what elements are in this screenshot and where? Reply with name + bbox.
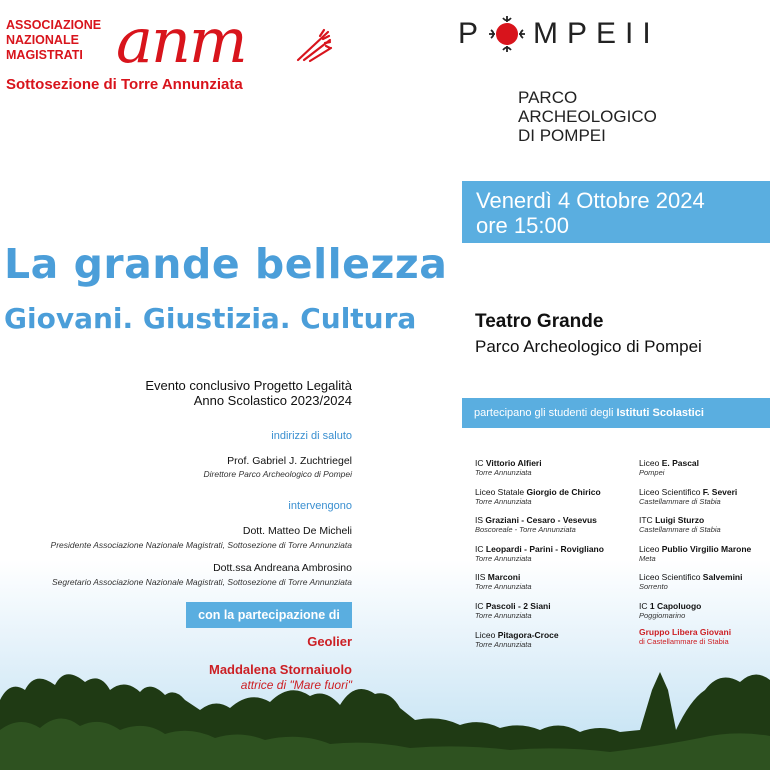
guest-geolier: Geolier xyxy=(307,634,352,649)
students-prefix: partecipano gli studenti degli xyxy=(474,407,617,419)
libera-name: Gruppo Libera Giovani xyxy=(639,627,732,637)
school-item xyxy=(475,572,532,591)
school-name xyxy=(475,630,559,640)
school-location: Meta xyxy=(639,553,656,563)
school-title: Pascoli - 2 Siani xyxy=(485,601,551,611)
pompeii-wordmark xyxy=(458,14,660,54)
school-type: IC xyxy=(475,601,486,611)
school-location: Torre Annunziata xyxy=(475,611,532,620)
school-type: Liceo Scientifico xyxy=(639,572,703,583)
school-location: Torre Annunziata xyxy=(475,639,532,649)
school-type: IIS xyxy=(475,572,488,583)
school-name xyxy=(475,487,601,497)
school-item xyxy=(475,544,604,563)
school-type: Liceo xyxy=(639,543,662,554)
anm-logo-word: anm xyxy=(116,4,246,77)
venue-name: Teatro Grande xyxy=(475,311,604,332)
school-name xyxy=(639,487,737,497)
venue-place: Parco Archeologico di Pompei xyxy=(475,337,702,356)
saluto-role: Direttore Parco Archeologico di Pompei xyxy=(203,469,352,479)
speaker-1-role: Presidente Associazione Nazionale Magistrati, Sottosezione di Torre Annunziata xyxy=(50,540,352,550)
school-item xyxy=(639,487,737,506)
anm-subsection: Sottosezione di Torre Annunziata xyxy=(6,76,243,93)
school-type: IC xyxy=(475,543,486,554)
school-location: Torre Annunziata xyxy=(475,582,532,592)
school-title: 1 Capoluogo xyxy=(649,601,702,611)
speaker-1-name: De Micheli xyxy=(302,525,352,537)
school-item xyxy=(475,487,601,506)
guest-stornaiuolo-role: attrice di "Mare fuori" xyxy=(240,678,352,692)
school-type: Liceo Statale xyxy=(475,486,527,497)
school-location: Torre Annunziata xyxy=(475,496,532,506)
school-location: Torre Annunziata xyxy=(475,553,532,563)
parco-archeologico-label xyxy=(518,88,657,145)
partecipazione-banner: con la partecipazione di xyxy=(186,602,352,628)
school-title: Giorgio de Chirico xyxy=(526,486,601,497)
school-title: Pitagora-Croce xyxy=(497,629,559,640)
school-title: E. Pascal xyxy=(661,458,700,468)
libera-location: di Castellammare di Stabia xyxy=(639,637,729,646)
school-title: Luigi Sturzo xyxy=(655,515,705,526)
school-type: Liceo xyxy=(639,458,662,468)
event-time: ore 15:00 xyxy=(476,213,569,238)
school-item xyxy=(475,458,542,477)
school-name xyxy=(475,572,532,582)
school-location: Pompei xyxy=(639,468,665,477)
school-location: Torre Annunziata xyxy=(475,468,532,477)
speaker-2 xyxy=(213,562,352,574)
evento-line-2: Anno Scolastico 2023/2024 xyxy=(193,393,352,408)
anm-line-2: NAZIONALE xyxy=(6,33,79,47)
school-location: Sorrento xyxy=(639,582,668,592)
saluto-label: indirizzi di saluto xyxy=(271,430,352,442)
school-item xyxy=(639,515,721,534)
school-name xyxy=(639,544,751,554)
school-name xyxy=(639,515,721,525)
speaker-1 xyxy=(243,525,352,537)
anm-line-3: MAGISTRATI xyxy=(6,48,83,62)
school-item xyxy=(475,601,551,620)
school-title: F. Severi xyxy=(702,486,738,497)
saluto-person: Prof. Gabriel J. Zuchtriegel xyxy=(227,455,352,467)
school-type: ITC xyxy=(639,515,656,526)
school-name xyxy=(639,572,742,582)
pompeii-letters-rest: MPEII xyxy=(533,17,660,50)
school-type: IC xyxy=(475,458,486,468)
parco-line-3: DI POMPEI xyxy=(518,126,606,145)
school-name xyxy=(475,544,604,554)
school-name xyxy=(639,601,701,611)
school-location: Boscoreale - Torre Annunziata xyxy=(475,525,576,535)
event-title: La grande bellezza xyxy=(4,240,448,288)
libera-giovani xyxy=(639,627,731,646)
school-type: IS xyxy=(475,515,486,526)
school-item xyxy=(475,515,597,534)
guest-stornaiuolo: Maddalena Stornaiuolo xyxy=(208,662,352,677)
speaker-1-prefix: Dott. Matteo xyxy=(242,525,303,537)
school-title: Vittorio Alfieri xyxy=(485,458,542,468)
students-banner xyxy=(462,398,770,428)
school-name xyxy=(475,515,597,525)
date-banner xyxy=(462,181,770,243)
wheat-icon xyxy=(294,24,334,64)
evento-description xyxy=(145,378,352,408)
school-name xyxy=(639,458,699,468)
evento-line-1: Evento conclusivo Progetto Legalità xyxy=(145,378,352,393)
school-type: Liceo xyxy=(475,629,498,640)
school-item xyxy=(639,601,701,620)
school-title: Leopardi - Parini - Rovigliano xyxy=(485,543,604,554)
school-location: Castellammare di Stabia xyxy=(639,496,721,506)
school-name xyxy=(475,601,551,611)
school-item xyxy=(639,458,699,477)
school-item xyxy=(639,544,751,563)
event-subtitle: Giovani. Giustizia. Cultura xyxy=(4,302,417,335)
event-date: Venerdì 4 Ottobre 2024 xyxy=(476,188,705,213)
pompeii-logo xyxy=(458,14,660,54)
parco-line-2: ARCHEOLOGICO xyxy=(518,107,657,126)
school-title: Publio Virgilio Marone xyxy=(661,543,752,554)
school-title: Salvemini xyxy=(702,572,743,583)
pompeii-emblem-icon xyxy=(487,14,527,54)
school-name xyxy=(475,458,542,468)
intervengono-label: intervengono xyxy=(288,500,352,512)
anm-logo xyxy=(6,4,346,98)
school-type: Liceo Scientifico xyxy=(639,486,703,497)
students-bold: Istituti Scolastici xyxy=(616,407,704,419)
anm-name-block xyxy=(6,18,101,63)
pompeii-letter-p: P xyxy=(458,17,488,50)
speaker-2-role: Segretario Associazione Nazionale Magistrati, Sottosezione di Torre Annunziata xyxy=(51,577,352,587)
parco-line-1: PARCO xyxy=(518,88,578,107)
trees-silhouette xyxy=(0,660,770,770)
anm-line-1: ASSOCIAZIONE xyxy=(6,18,102,32)
school-location: Poggiomarino xyxy=(639,611,686,620)
school-type: IC xyxy=(639,601,650,611)
school-item xyxy=(475,630,559,649)
school-location: Castellammare di Stabia xyxy=(639,525,721,535)
speaker-2-name: Ambrosino xyxy=(301,562,352,574)
school-item xyxy=(639,572,742,591)
school-title: Graziani - Cesaro - Vesevus xyxy=(485,515,597,526)
speaker-2-prefix: Dott.ssa Andreana xyxy=(213,562,302,574)
school-title: Marconi xyxy=(487,572,521,583)
